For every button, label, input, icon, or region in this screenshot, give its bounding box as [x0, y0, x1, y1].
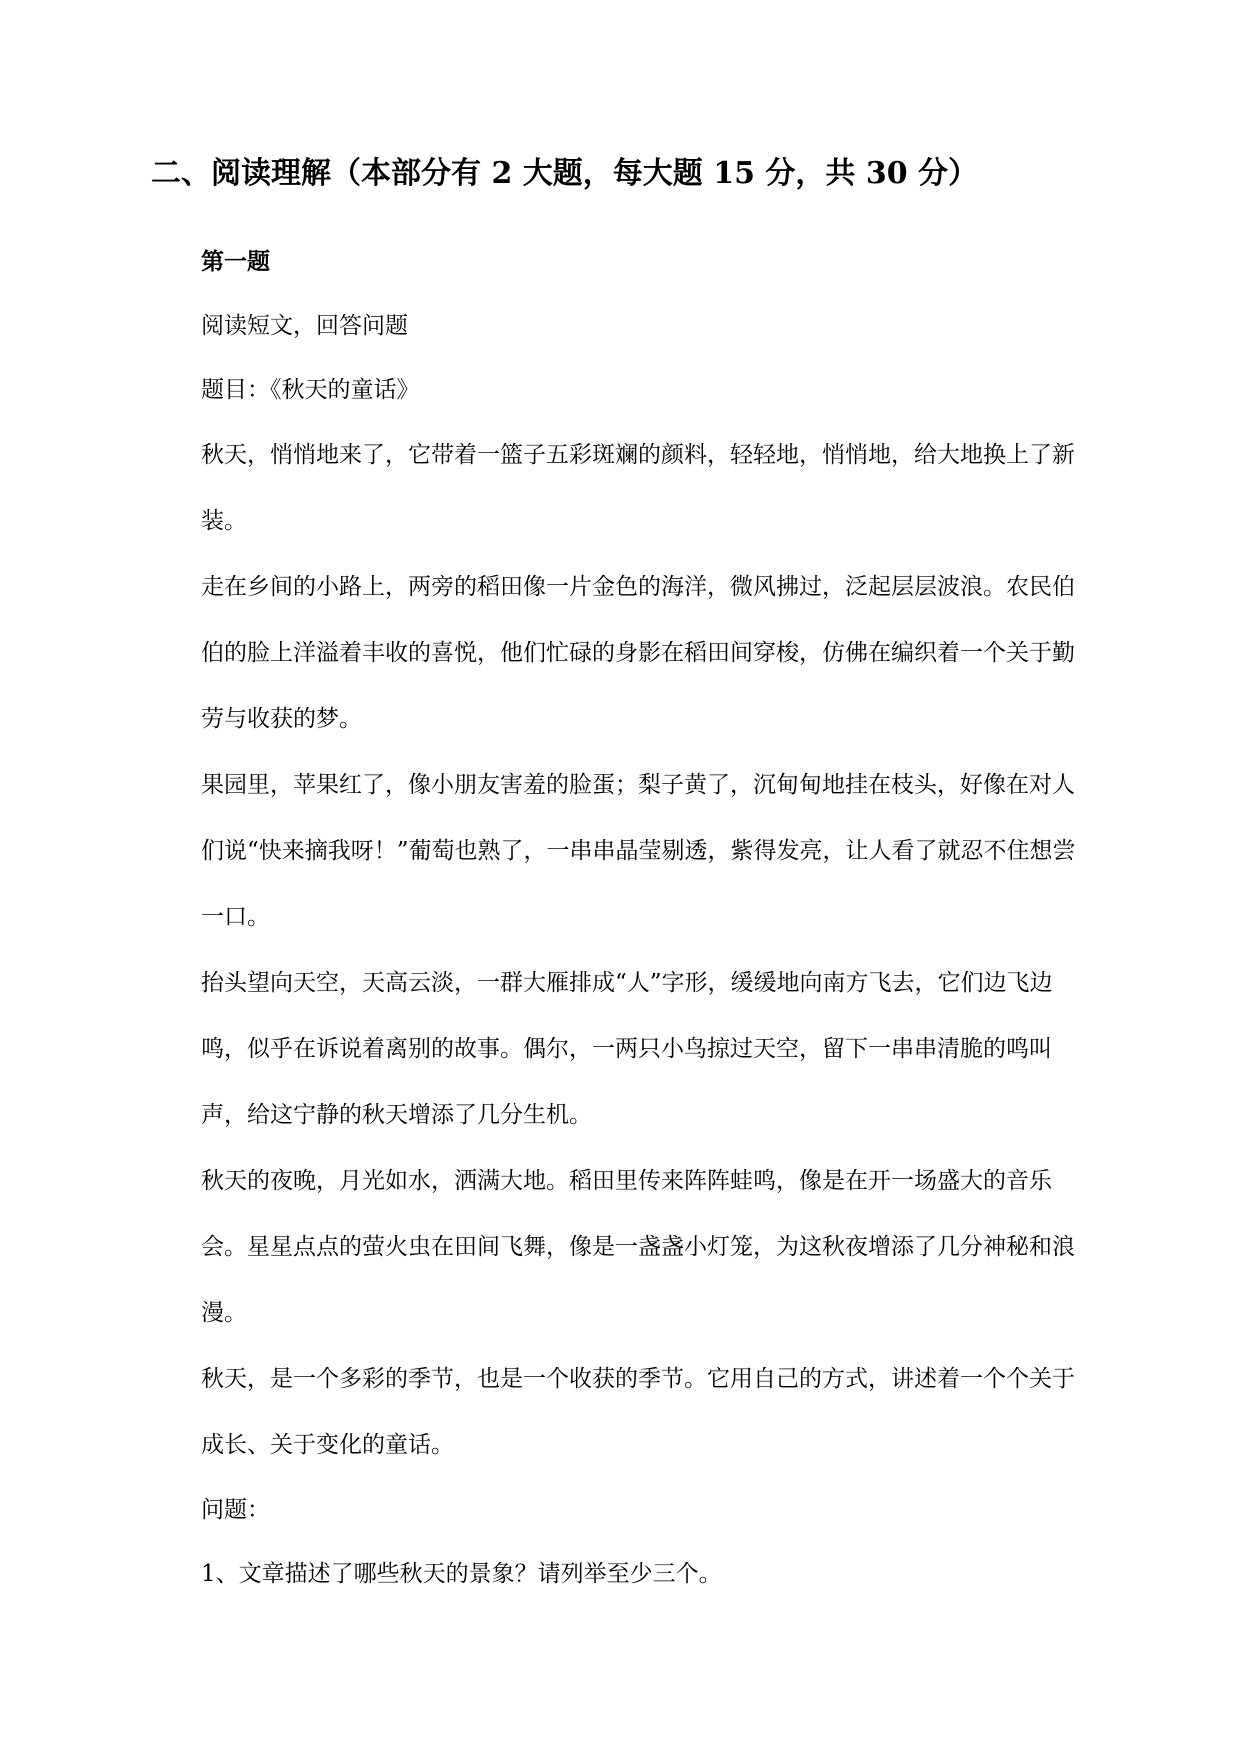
- passage-paragraph-2: 走在乡间的小路上，两旁的稻田像一片金色的海洋，微风拂过，泛起层层波浪。农民伯伯的脸上洋溢着丰收的喜悦，他们忙碌的身影在稻田间穿梭，仿佛在编织着一个关于勤劳与收获的梦。: [201, 574, 1075, 732]
- passage-paragraph-5: 秋天的夜晚，月光如水，洒满大地。稻田里传来阵阵蛙鸣，像是在开一场盛大的音乐会。星星点点的萤火虫在田间飞舞，像是一盏盏小灯笼，为这秋夜增添了几分神秘和浪漫。: [201, 1168, 1075, 1326]
- section-title: 二、阅读理解（本部分有 2 大题，每大题 15 分，共 30 分）: [151, 156, 979, 191]
- question-item-1: 1、文章描述了哪些秋天的景象？请列举至少三个。: [201, 1561, 722, 1587]
- passage-paragraph-4: 抬头望向天空，天高云淡，一群大雁排成“人”字形，缓缓地向南方飞去，它们边飞边鸣，似乎在诉说着离别的故事。偶尔，一两只小鸟掠过天空，留下一串串清脆的鸣叫声，给这宁静的秋天增添了几分生机。: [201, 970, 1053, 1128]
- instruction-text: 阅读短文，回答问题: [201, 313, 408, 339]
- passage-paragraph-6: 秋天，是一个多彩的季节，也是一个收获的季节。它用自己的方式，讲述着一个个关于成长、关于变化的童话。: [201, 1366, 1075, 1458]
- questions-label: 问题：: [201, 1497, 270, 1523]
- passage-title: 题目：《秋天的童话》: [201, 377, 420, 403]
- passage-paragraph-3: 果园里，苹果红了，像小朋友害羞的脸蛋；梨子黄了，沉甸甸地挂在枝头，好像在对人们说“快来摘我呀！”葡萄也熟了，一串串晶莹剔透，紫得发亮，让人看了就忍不住想尝一口。: [201, 772, 1076, 930]
- question-block: [201, 230, 1091, 1606]
- passage-paragraph-1: 秋天，悄悄地来了，它带着一篮子五彩斑斓的颜料，轻轻地，悄悄地，给大地换上了新装。: [201, 442, 1075, 534]
- question-heading: 第一题: [201, 248, 270, 275]
- passage: [201, 422, 1091, 1478]
